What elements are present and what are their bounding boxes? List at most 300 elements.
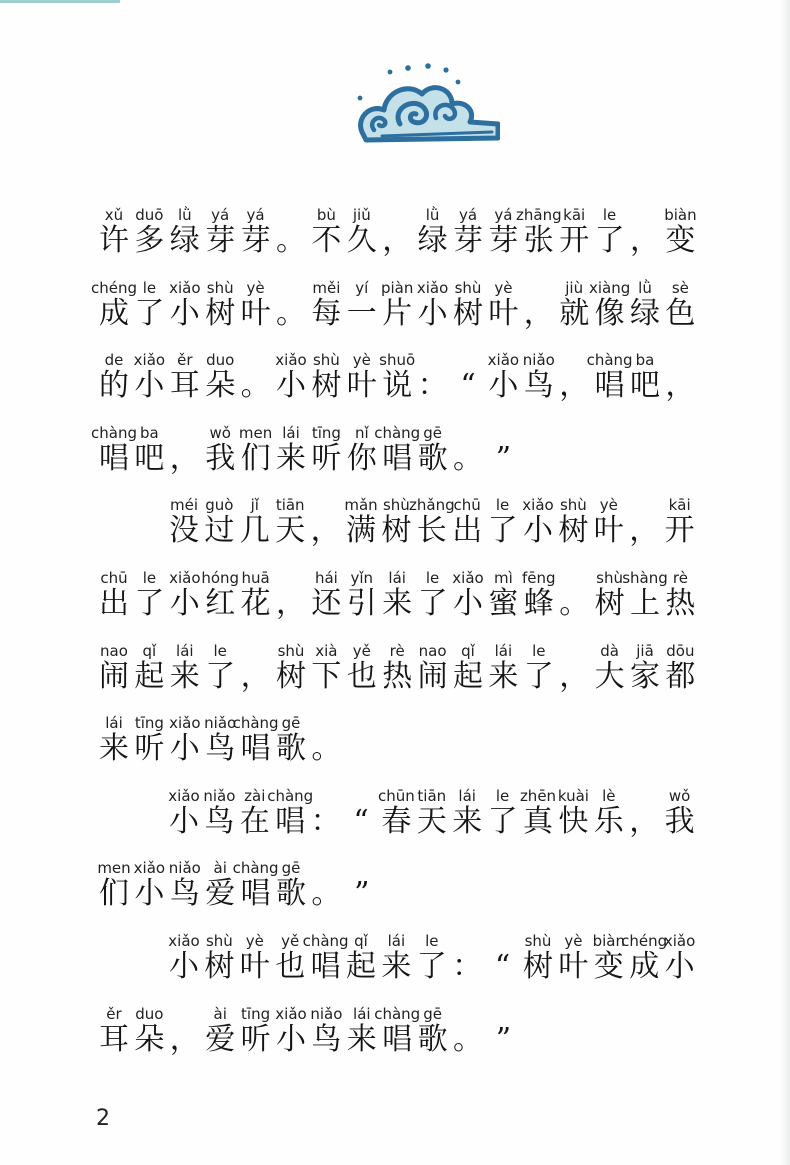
hanzi-character: 来 <box>99 731 129 767</box>
hanzi-character: 。 <box>276 295 306 331</box>
hanzi-character: 了 <box>134 586 165 621</box>
hanzi-character: 唱 <box>275 803 306 839</box>
hanzi-character: 来 <box>381 949 412 984</box>
hanzi-character: 满 <box>346 513 376 549</box>
hanzi-character: 了 <box>417 586 448 621</box>
hanzi-character: 说 <box>382 368 413 404</box>
pinyin: yá <box>246 206 265 224</box>
hanzi-character: 来 <box>488 658 519 694</box>
pinyin: men <box>97 859 131 878</box>
pinyin: nao <box>418 641 447 660</box>
hanzi-character: 小 <box>276 1021 306 1057</box>
pinyin: tīng <box>241 1004 271 1023</box>
hanzi-character: 也 <box>346 658 377 694</box>
pinyin: xiǎo <box>416 278 449 297</box>
pinyin: huā <box>241 569 270 587</box>
hanzi-character: ， <box>382 223 413 258</box>
pinyin: niǎo <box>310 1004 343 1023</box>
pinyin: yá <box>494 206 513 224</box>
hanzi-character: 朵 <box>134 1021 165 1057</box>
hanzi-character: 听 <box>311 440 342 476</box>
hanzi-character: 来 <box>169 658 200 694</box>
pinyin: lái <box>105 714 123 733</box>
pinyin: shù <box>454 278 482 297</box>
hanzi-character: ， <box>169 440 200 476</box>
hanzi-character: 唱 <box>240 731 271 767</box>
pinyin: xiǎo <box>168 786 200 805</box>
pinyin: duo <box>206 351 235 370</box>
pinyin: tīng <box>134 714 164 733</box>
hanzi-character: 天 <box>416 803 447 839</box>
pinyin: xiǎo <box>452 569 484 587</box>
hanzi-character: 开 <box>664 513 695 549</box>
pinyin: xiǎo <box>275 1004 307 1023</box>
hanzi-character: 耳 <box>169 368 200 404</box>
hanzi-character: 小 <box>134 368 165 404</box>
hanzi-character: 也 <box>275 949 306 984</box>
hanzi-character: 鸟 <box>523 368 554 404</box>
hanzi-character: 天 <box>275 513 306 549</box>
pinyin: wǒ <box>668 786 691 805</box>
pinyin: qǐ <box>142 641 157 660</box>
text-line <box>0 569 790 641</box>
pinyin: jǐ <box>250 496 259 515</box>
hanzi-character: 起 <box>453 658 483 694</box>
pinyin: yè <box>245 932 264 950</box>
pinyin: yě <box>281 932 300 950</box>
pinyin: kuài <box>557 786 589 805</box>
hanzi-character: 树 <box>558 513 589 549</box>
hanzi-character: 来 <box>382 586 413 621</box>
hanzi-character: 春 <box>381 803 412 839</box>
pinyin: niǎo <box>204 714 237 733</box>
pinyin: bù <box>316 206 336 224</box>
hanzi-character: 来 <box>452 803 483 839</box>
hanzi-character: ： <box>417 368 448 404</box>
pinyin: ba <box>140 423 159 442</box>
hanzi-character: 出 <box>452 513 483 549</box>
hanzi-character: ， <box>240 658 271 694</box>
text-line <box>0 787 790 859</box>
hanzi-character: 了 <box>416 949 447 984</box>
text-line <box>0 206 790 278</box>
pinyin: le <box>213 641 227 660</box>
pinyin: ba <box>635 351 655 370</box>
hanzi-character: 小 <box>169 949 199 984</box>
hanzi-character: 绿 <box>169 223 200 258</box>
hanzi-character: 鸟 <box>204 803 235 839</box>
pinyin: qǐ <box>461 641 475 660</box>
pinyin: yí <box>355 278 369 297</box>
pinyin: chūn <box>378 786 415 805</box>
pinyin: niǎo <box>522 351 555 370</box>
hanzi-character: 叶 <box>558 949 589 984</box>
pinyin: tīng <box>311 423 341 442</box>
hanzi-character: 绿 <box>417 223 448 258</box>
pinyin: shù <box>206 278 234 297</box>
hanzi-character: 我 <box>664 803 695 839</box>
pinyin: shuō <box>379 351 416 370</box>
hanzi-character: 树 <box>276 658 306 694</box>
hanzi-character: 歌 <box>276 876 306 912</box>
pinyin: chū <box>453 496 481 515</box>
pinyin: tiān <box>417 786 447 805</box>
pinyin: méi <box>169 496 199 515</box>
hanzi-character: 。 <box>276 223 306 258</box>
hanzi-character: ” <box>354 876 370 912</box>
hanzi-character: 来 <box>276 440 306 476</box>
pinyin: sè <box>671 278 689 297</box>
pinyin: mǎn <box>344 496 378 515</box>
hanzi-character: 起 <box>134 658 165 694</box>
hanzi-character: 还 <box>311 586 342 621</box>
hanzi-character: 小 <box>169 803 199 839</box>
hanzi-character: 小 <box>169 731 200 767</box>
hanzi-character: ” <box>495 1021 512 1057</box>
pinyin: xiǎo <box>275 351 307 370</box>
pinyin: yè <box>564 932 583 950</box>
pinyin: de <box>104 351 124 370</box>
hanzi-character: 蜂 <box>523 586 554 621</box>
hanzi-character: 引 <box>346 586 377 621</box>
hanzi-character: ， <box>559 368 590 404</box>
hanzi-character: 的 <box>99 368 129 404</box>
hanzi-character: 小 <box>134 876 165 912</box>
pinyin: hái <box>314 569 338 587</box>
pinyin: ài <box>213 859 227 878</box>
pinyin: jiǔ <box>352 206 371 224</box>
hanzi-character: 成 <box>629 949 660 984</box>
hanzi-character: 小 <box>276 368 306 404</box>
hanzi-character: 树 <box>381 513 412 549</box>
pinyin: qǐ <box>354 932 368 950</box>
hanzi-character: 鸟 <box>205 731 236 767</box>
pinyin: chàng <box>91 423 137 442</box>
text-line <box>0 714 790 786</box>
hanzi-character: 像 <box>594 295 625 331</box>
hanzi-character: 唱 <box>382 1021 413 1057</box>
pinyin: chàng <box>232 859 279 878</box>
hanzi-character: “ <box>460 368 476 404</box>
pinyin: yǐn <box>350 569 374 587</box>
hanzi-character: 歌 <box>417 1021 448 1057</box>
hanzi-character: 。 <box>240 368 271 404</box>
hanzi-character: 来 <box>346 1021 377 1057</box>
hanzi-character: 变 <box>665 223 696 258</box>
hanzi-character: 叶 <box>593 513 624 549</box>
hanzi-character: 吧 <box>630 368 660 404</box>
hanzi-character: 过 <box>204 513 235 549</box>
pinyin: le <box>142 278 157 297</box>
hanzi-character: 听 <box>240 1021 271 1057</box>
text-line <box>0 424 790 496</box>
hanzi-character: ， <box>630 223 660 258</box>
hanzi-character: 在 <box>239 803 270 839</box>
pinyin: lái <box>176 641 194 660</box>
pinyin: rè <box>672 569 688 587</box>
hanzi-character: 小 <box>169 586 200 621</box>
pinyin: xiǎo <box>663 932 696 950</box>
pinyin: men <box>238 423 273 442</box>
hanzi-character: 大 <box>594 658 625 694</box>
pinyin: jiù <box>565 278 584 297</box>
hanzi-character: 。 <box>311 731 342 767</box>
hanzi-character: 片 <box>382 295 413 331</box>
hanzi-character: 小 <box>488 368 519 404</box>
hanzi-character: ， <box>310 513 341 549</box>
pinyin: gē <box>281 714 301 733</box>
hanzi-character: 闹 <box>417 658 448 694</box>
pinyin: kāi <box>563 206 586 224</box>
top-accent-bar <box>0 0 120 3</box>
pinyin: shù <box>277 641 305 660</box>
hanzi-character: 树 <box>204 949 235 984</box>
pinyin: chéng <box>621 932 668 950</box>
pinyin: lái <box>388 569 406 587</box>
hanzi-character: 唱 <box>99 440 129 476</box>
pinyin: shù <box>382 496 410 515</box>
pinyin: xiǎo <box>169 714 201 733</box>
hanzi-character: 叶 <box>488 295 519 331</box>
hanzi-character: 爱 <box>205 1021 236 1057</box>
hanzi-character: 爱 <box>205 876 236 912</box>
pinyin: gē <box>423 1004 442 1023</box>
hanzi-character: 耳 <box>99 1021 129 1057</box>
hanzi-character: 乐 <box>593 803 624 839</box>
pinyin: wǒ <box>209 423 231 442</box>
hanzi-character: 听 <box>134 731 165 767</box>
text-line <box>0 859 790 931</box>
hanzi-character: 叶 <box>346 368 377 404</box>
hanzi-character: ， <box>629 803 660 839</box>
hanzi-character: ， <box>629 513 660 549</box>
pinyin: zài <box>244 786 266 805</box>
hanzi-character: 唱 <box>382 440 413 476</box>
pinyin: xǔ <box>104 206 124 224</box>
page-edge-shade <box>780 0 790 1165</box>
pinyin: xià <box>315 641 338 660</box>
pinyin: chàng <box>232 714 279 733</box>
hanzi-character: 每 <box>311 295 342 331</box>
pinyin: gē <box>281 859 301 878</box>
hanzi-character: ， <box>559 658 590 694</box>
pinyin: fēng <box>522 569 556 587</box>
pinyin: biàn <box>664 206 697 224</box>
pinyin: xiǎo <box>133 351 166 370</box>
pinyin: xiǎo <box>168 932 200 950</box>
text-line <box>0 1005 790 1077</box>
hanzi-character: “ <box>494 949 511 984</box>
hanzi-character: 成 <box>99 295 129 331</box>
pinyin: rè <box>389 641 405 660</box>
pinyin: niǎo <box>203 786 236 805</box>
text-line <box>0 351 790 423</box>
page-number: 2 <box>96 1106 110 1131</box>
hanzi-character: 不 <box>311 223 342 258</box>
hanzi-character: 朵 <box>205 368 236 404</box>
hanzi-character: 小 <box>169 295 200 331</box>
pinyin: le <box>495 496 510 515</box>
hanzi-character: ： <box>452 949 483 984</box>
pinyin: chū <box>100 569 128 587</box>
pinyin: gē <box>423 423 442 442</box>
hanzi-character: ， <box>169 1021 200 1057</box>
pinyin: dà <box>600 641 619 660</box>
hanzi-character: ” <box>495 440 512 476</box>
hanzi-character: 了 <box>487 803 518 839</box>
pinyin: lè <box>602 786 616 805</box>
pinyin: duō <box>135 206 164 224</box>
hanzi-character: 芽 <box>488 223 519 258</box>
hanzi-character: 唱 <box>240 876 271 912</box>
pinyin: yè <box>246 278 265 297</box>
hanzi-character: 张 <box>523 223 554 258</box>
hanzi-character: 小 <box>523 513 553 549</box>
hanzi-character: 了 <box>134 295 165 331</box>
hanzi-character: 热 <box>382 658 413 694</box>
hanzi-character: 了 <box>594 223 625 258</box>
hanzi-character: ， <box>665 368 696 404</box>
hanzi-character: 长 <box>416 513 447 549</box>
pinyin: ěr <box>177 351 193 370</box>
pinyin: shù <box>524 932 552 950</box>
pinyin: duo <box>135 1004 164 1023</box>
pinyin: lǜ <box>425 206 440 224</box>
hanzi-character: 树 <box>453 295 483 331</box>
hanzi-character: 鸟 <box>311 1021 342 1057</box>
hanzi-character: 芽 <box>240 223 271 258</box>
hanzi-character: 就 <box>559 295 590 331</box>
hanzi-character: ， <box>523 295 554 331</box>
hanzi-character: 芽 <box>205 223 236 258</box>
pinyin: le <box>425 932 439 950</box>
pinyin: guò <box>205 496 234 515</box>
pinyin: le <box>495 786 510 805</box>
hanzi-character: 吧 <box>134 440 165 476</box>
pinyin: ài <box>213 1004 227 1023</box>
hanzi-character: 唱 <box>594 368 625 404</box>
hanzi-character: 。 <box>559 586 590 621</box>
hanzi-character: 。 <box>453 440 483 476</box>
pinyin: dōu <box>666 641 695 660</box>
hanzi-character: 了 <box>523 658 554 694</box>
hanzi-character: 唱 <box>310 949 341 984</box>
hanzi-character: “ <box>353 803 369 839</box>
pinyin: chàng <box>267 786 314 805</box>
hanzi-character: 。 <box>311 876 342 912</box>
pinyin: xiàng <box>588 278 631 297</box>
pinyin: shù <box>596 569 624 587</box>
pinyin: nao <box>100 641 128 660</box>
hanzi-character: 们 <box>240 440 271 476</box>
pinyin: xiǎo <box>522 496 554 515</box>
hanzi-character: 树 <box>523 949 553 984</box>
hanzi-character: 小 <box>453 586 483 621</box>
pinyin: shù <box>559 496 587 515</box>
hanzi-character: 一 <box>346 295 377 331</box>
pinyin: niǎo <box>168 859 201 878</box>
pinyin: ěr <box>106 1004 122 1023</box>
pinyin: chéng <box>90 278 138 297</box>
pinyin: chàng <box>374 1004 421 1023</box>
pinyin: nǐ <box>354 423 369 442</box>
hanzi-character: 出 <box>99 586 129 621</box>
hanzi-character: ： <box>310 803 341 839</box>
hanzi-character: 了 <box>205 658 236 694</box>
hanzi-character: 芽 <box>453 223 483 258</box>
hanzi-character: 红 <box>205 586 236 621</box>
hanzi-character: 真 <box>523 803 553 839</box>
pinyin: chàng <box>302 932 349 950</box>
pinyin: chàng <box>586 351 633 370</box>
pinyin: yá <box>211 206 230 224</box>
pinyin: le <box>142 569 157 587</box>
pinyin: yè <box>352 351 371 370</box>
hanzi-character: 久 <box>346 223 377 258</box>
hanzi-character: 你 <box>346 440 377 476</box>
hanzi-character: 小 <box>664 949 695 984</box>
hanzi-character: 鸟 <box>169 876 200 912</box>
pinyin: lái <box>387 932 406 950</box>
pinyin: lái <box>282 423 300 442</box>
hanzi-character: 们 <box>99 876 129 912</box>
hanzi-character: 闹 <box>99 658 129 694</box>
hanzi-character: 叶 <box>239 949 270 984</box>
pinyin: shù <box>312 351 340 370</box>
pinyin: chàng <box>374 423 421 442</box>
hanzi-character: 叶 <box>240 295 271 331</box>
hanzi-character: 几 <box>239 513 270 549</box>
text-line <box>0 932 790 1004</box>
pinyin: shàng <box>622 569 668 587</box>
hanzi-character: 我 <box>205 440 236 476</box>
pinyin: le <box>425 569 440 587</box>
pinyin: xiǎo <box>169 278 201 297</box>
text-line <box>0 496 790 568</box>
hanzi-character: 树 <box>311 368 342 404</box>
hanzi-character: 热 <box>665 586 696 621</box>
hanzi-character: 都 <box>665 658 696 694</box>
pinyin: tiān <box>275 496 305 515</box>
pinyin: lǜ <box>638 278 652 297</box>
hanzi-character: 起 <box>346 949 376 984</box>
pinyin: xiǎo <box>133 859 166 878</box>
pinyin: xiǎo <box>169 569 201 587</box>
pinyin: lái <box>458 786 476 805</box>
hanzi-character: ， <box>276 586 306 621</box>
hanzi-character: 没 <box>169 513 199 549</box>
pinyin: le <box>602 206 617 224</box>
pinyin: yè <box>599 496 618 515</box>
hanzi-character: 歌 <box>417 440 448 476</box>
hanzi-character: 上 <box>630 586 660 621</box>
pinyin: jiā <box>636 641 654 660</box>
pinyin: hóng <box>201 569 240 587</box>
hanzi-character: 树 <box>594 586 625 621</box>
hanzi-character: 树 <box>205 295 236 331</box>
pinyin: lái <box>353 1004 371 1023</box>
pinyin: yá <box>458 206 478 224</box>
hanzi-character: 绿 <box>630 295 660 331</box>
hanzi-character: 小 <box>417 295 448 331</box>
hanzi-character: 下 <box>311 658 342 694</box>
pinyin: lǜ <box>177 206 192 224</box>
hanzi-character: 快 <box>558 803 589 839</box>
cloud-icon <box>352 60 500 148</box>
hanzi-character: 多 <box>134 223 165 258</box>
pinyin: měi <box>312 278 341 297</box>
pinyin: zhēn <box>519 786 557 805</box>
